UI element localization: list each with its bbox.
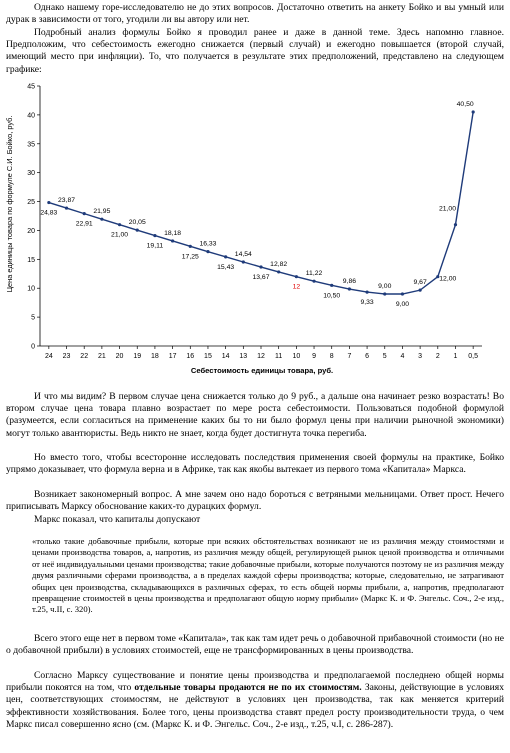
data-point	[242, 260, 245, 263]
data-label: 15,43	[217, 263, 235, 271]
x-tick-label: 6	[365, 353, 370, 360]
data-point	[65, 206, 68, 209]
data-point	[277, 270, 280, 273]
x-tick-label: 3	[418, 353, 423, 360]
y-tick-label: 35	[27, 141, 35, 149]
data-point	[365, 290, 368, 293]
paragraph-observation: И что мы видим? В первом случае цена снижается только до 9 руб., а дальше она начинает резко возрастать! Во втором случае цена товара плавно возрастает по мере роста себестоимости. Пользоваться подобной формулой (разумеется, если согласиться на применение каких бы то ни было формул цены при наличии рыночной экономики) могут только авантюристы. Ведь никто не знает, когда будет достигнута точка перегиба.	[6, 391, 504, 439]
x-tick-label: 21	[97, 353, 106, 360]
data-label: 12	[292, 283, 301, 291]
data-label: 19,11	[146, 242, 164, 250]
x-axis-label: Себестоимость единицы товара, руб.	[190, 366, 334, 375]
x-tick-label: 14	[221, 353, 230, 360]
y-tick-label: 30	[27, 170, 35, 178]
x-tick-label: 19	[133, 353, 142, 360]
data-label: 10,50	[323, 292, 341, 300]
x-tick-label: 24	[44, 353, 53, 360]
data-point	[171, 239, 174, 242]
data-label: 9,86	[342, 278, 357, 286]
data-label: 12,82	[270, 260, 288, 268]
data-point	[206, 250, 209, 253]
data-point	[383, 292, 386, 295]
data-label: 18,18	[164, 229, 182, 237]
y-tick-label: 0	[31, 343, 35, 351]
data-point	[224, 255, 227, 258]
data-label: 9,00	[395, 301, 410, 308]
paragraph-analysis: Подробный анализ формулы Бойко я проводил ранее и даже в данной теме. Здесь напомню главное. Предположим, что себестоимость ежегодно снижается (первый случай) и ежегодно повышается (второй случай, имеющий место при инфляции). То, что получается в результате этих предположений, представлено на следующем графике:	[6, 27, 504, 75]
x-tick-label: 4	[400, 353, 405, 360]
y-axis-label: Цена единицы товара по формуле С.И. Бойко, руб.	[5, 115, 14, 293]
data-label: 24,83	[40, 209, 58, 217]
data-point	[454, 223, 457, 226]
data-label: 16,33	[199, 240, 217, 248]
marx-quote: «только такие добавочные прибыли, которые при всяких обстоятельствах возникают не из различия между стоимостями и ценами производства товаров, а, напротив, из различия между общей, регулирующей рынок ценой производства и отличными от неё индивидуальными ценами производства; такие добавочные прибыли, которые получаются поэтому не из различия между двумя различными сферами производства, а в пределах каждой сферы производства; которые, следовательно, не затрагивают общих цен производства, складывающихся в различных сферах, то есть общей нормы прибыли, а, напротив, предполагают превращение стоимостей в цены производства и предполагают общую норму прибыли» (Маркс К. и Ф. Энгельс. Соч., 2-е изд., т.25, ч.II, с. 320).	[32, 536, 504, 615]
x-tick-label: 0,5	[468, 353, 479, 360]
data-point	[83, 212, 86, 215]
x-tick-label: 12	[257, 353, 265, 360]
y-tick-label: 25	[27, 199, 35, 207]
x-tick-label: 15	[204, 353, 212, 360]
data-label: 21,00	[438, 205, 456, 213]
paragraph-capital: Всего этого еще нет в первом томе «Капитала», так как там идет речь о добавочной прибавочной стоимости (но не о добавочной прибыли) в условиях стоимостей, еще не трансформированных в цены производства.	[6, 633, 504, 657]
data-point	[401, 292, 404, 295]
data-label: 11,22	[305, 270, 323, 278]
data-label: 20,05	[128, 219, 146, 227]
data-point	[348, 287, 351, 290]
data-point	[295, 275, 298, 278]
x-tick-label: 5	[382, 353, 387, 360]
data-label: 9,67	[413, 279, 427, 287]
x-tick-label: 11	[275, 353, 283, 360]
x-tick-label: 9	[312, 353, 316, 360]
y-tick-label: 40	[27, 112, 35, 120]
data-label: 40,50	[456, 101, 474, 108]
x-tick-label: 20	[115, 353, 124, 360]
paragraph-marx-intro: Маркс показал, что капиталы допускают	[34, 514, 201, 525]
data-point	[472, 110, 475, 113]
data-point	[100, 218, 103, 221]
paragraph-intro: Однако нашему горе-исследователю не до этих вопросов. Достаточно ответить на анкету Бойко и вы умный или дурак в зависимости от того, угодили ли вы автору или нет.	[6, 2, 504, 26]
x-tick-label: 2	[435, 353, 440, 360]
data-points	[47, 110, 475, 295]
x-tick-label: 1	[453, 353, 458, 360]
data-point	[136, 229, 139, 232]
data-label: 23,87	[58, 197, 76, 205]
x-tick-label: 23	[62, 353, 71, 360]
data-label: 14,54	[234, 250, 252, 258]
paragraph-boyko: Но вместо того, чтобы всесторонне исследовать последствия применения своей формулы на практике, Бойко упрямо доказывает, что формула верна и в Африке, так как якобы вытекает из первого тома «Капитала» Маркса.	[6, 452, 504, 476]
x-tick-label: 13	[239, 353, 248, 360]
y-axis-ticks	[27, 84, 40, 351]
data-point	[419, 289, 422, 292]
y-tick-label: 15	[27, 256, 35, 264]
paragraph-question: Возникает закономерный вопрос. А мне зачем оно надо бороться с ветряными мельницами. Ответ прост. Нечего приписывать Марксу обоснование каких-то дурацких формул.	[6, 489, 504, 513]
data-point	[47, 201, 50, 204]
x-tick-label: 17	[168, 353, 177, 360]
production-prices-text-2: Законы, действующие в условиях цен, соответствующих стоимостям, не действуют в условиях цен производства, так как меняется критерий эффективности хозяйствования. Более того, цены производства ставят предел росту производительности труда, о чем Маркс писал совершенно ясно (см. (Маркс К. и Ф. Энгельс. Соч., 2-е изд., т.25, ч.I, с. 286-287).	[6, 682, 504, 730]
price-chart	[0, 80, 510, 380]
y-tick-label: 20	[27, 227, 35, 235]
x-tick-label: 8	[329, 353, 334, 360]
data-label: 13,67	[252, 274, 270, 282]
data-point	[118, 223, 121, 226]
data-label: 22,91	[75, 220, 93, 228]
production-prices-text-1: Согласно Марксу существование и понятие цены производства и предполагаемой последнею общей нормы прибыли покоятся на том, что	[6, 670, 504, 694]
x-tick-label: 7	[347, 353, 352, 360]
data-label: 21,00	[111, 231, 129, 239]
x-tick-label: 22	[80, 353, 89, 360]
data-label: 9,33	[360, 299, 374, 307]
x-tick-label: 16	[186, 353, 195, 360]
production-prices-bold: отдельные товары продаются не по их стоимостям.	[134, 682, 362, 694]
data-labels	[40, 101, 474, 308]
x-axis-ticks	[45, 346, 478, 360]
data-label: 12,00	[439, 275, 457, 283]
x-tick-label: 10	[292, 353, 301, 360]
chart-axes	[40, 86, 482, 346]
y-tick-label: 45	[27, 83, 35, 91]
data-point	[312, 280, 315, 283]
data-point	[259, 265, 262, 268]
data-label: 21,95	[93, 208, 111, 216]
data-label: 17,25	[181, 253, 199, 261]
x-tick-label: 18	[151, 353, 159, 360]
data-point	[189, 245, 192, 248]
data-label: 9,00	[378, 283, 392, 290]
data-point	[330, 284, 333, 287]
data-point	[153, 234, 156, 237]
y-tick-label: 10	[27, 285, 35, 293]
y-tick-label: 5	[31, 314, 35, 322]
paragraph-production-prices	[6, 670, 504, 731]
